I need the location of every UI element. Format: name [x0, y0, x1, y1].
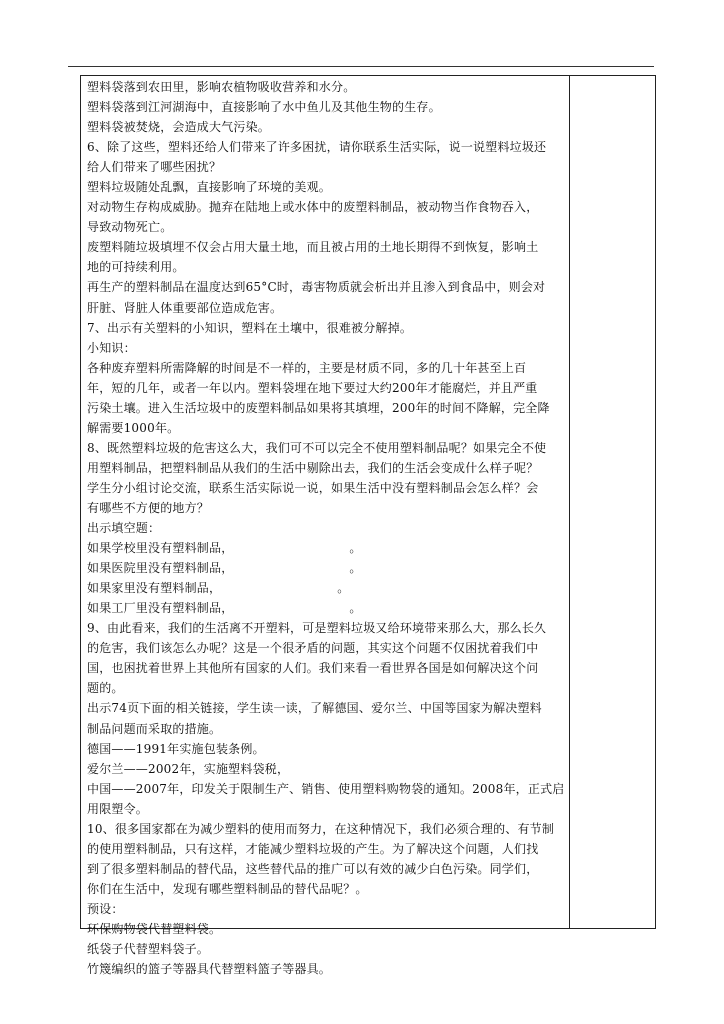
- text-line: 爱尔兰——2002年，实施塑料袋税，: [87, 761, 290, 776]
- text-line: 德国——1991年实施包装条例。: [87, 741, 265, 756]
- text-line: 地的可持续利用。: [87, 260, 185, 275]
- text-line: 竹篾编织的篮子等器具代替塑料篮子等器具。: [87, 962, 332, 977]
- text-line: 9、由此看来，我们的生活离不开塑料，可是塑料垃圾又给环境带来那么大，那么长久: [87, 621, 547, 636]
- text-line: 导致动物死亡。: [87, 220, 173, 235]
- text-line: 国，也困扰着世界上其他所有国家的人们。我们来看一看世界各国是如何解决这个问: [87, 661, 539, 676]
- text-line: 10、很多国家都在为减少塑料的使用而努力，在这种情况下，我们必须合理的、有节制: [87, 821, 555, 836]
- lesson-table: [80, 75, 656, 977]
- text-line: 小知识：: [87, 340, 136, 355]
- text-line: 废塑料随垃圾填埋不仅会占用大量土地，而且被占用的土地长期得不到恢复，影响土: [87, 240, 539, 255]
- text-line: 8、既然塑料垃圾的危害这么大，我们可不可以完全不使用塑料制品呢？如果完全不使: [87, 440, 547, 455]
- text-line: 如果家里没有塑料制品， 。: [87, 581, 350, 596]
- text-line: 肝脏、肾脏人体重要部位造成危害。: [87, 300, 283, 315]
- text-line: 你们在生活中，发现有哪些塑料制品的替代品呢？。: [87, 881, 368, 896]
- text-line: 用塑料制品，把塑料制品从我们的生活中剔除出去，我们的生活会变成什么样子呢？: [87, 460, 539, 475]
- text-line: 污染土壤。进入生活垃圾中的废塑料制品如果将其填埋，200年的时间不降解，完全降: [87, 400, 550, 415]
- text-line: 塑料袋被焚烧，会造成大气污染。: [87, 120, 271, 135]
- text-line: 解需要1000年。: [87, 420, 180, 435]
- text-line: 6、除了这些，塑料还给人们带来了许多困扰，请你联系生活实际，说一说塑料垃圾还: [87, 140, 547, 155]
- text-line: 用限塑令。: [87, 801, 149, 816]
- text-line: 如果医院里没有塑料制品， 。: [87, 561, 362, 576]
- text-line: 题的。: [87, 681, 124, 696]
- text-line: 到了很多塑料制品的替代品，这些替代品的推广可以有效的减少白色污染。同学们，: [87, 861, 539, 876]
- text-line: 环保购物袋代替塑料袋。: [87, 921, 222, 936]
- text-line: 如果工厂里没有塑料制品， 。: [87, 601, 362, 616]
- text-line: 出示74页下面的相关链接，学生读一读，了解德国、爱尔兰、中国等国家为解决塑料: [87, 701, 542, 716]
- text-line: 各种废弃塑料所需降解的时间是不一样的，主要是材质不同，多的几十年甚至上百: [87, 360, 527, 375]
- text-line: 如果学校里没有塑料制品， 。: [87, 541, 362, 556]
- text-line: 塑料袋落到江河湖海中，直接影响了水中鱼儿及其他生物的生存。: [87, 100, 441, 115]
- text-line: 学生分小组讨论交流，联系生活实际说一说，如果生活中没有塑料制品会怎么样？会: [87, 480, 539, 495]
- text-line: 塑料垃圾随处乱飘，直接影响了环境的美观。: [87, 180, 332, 195]
- text-line: 年，短的几年，或者一年以内。塑料袋埋在地下要过大约200年才能腐烂，并且严重: [87, 380, 538, 395]
- text-line: 制品问题而采取的措施。: [87, 721, 222, 736]
- text-line: 对动物生存构成威胁。抛弃在陆地上或水体中的废塑料制品，被动物当作食物吞入，: [87, 200, 539, 215]
- text-line: 出示填空题：: [87, 521, 161, 536]
- text-line: 的使用塑料制品，只有这样，才能减少塑料垃圾的产生。为了解决这个问题，人们找: [87, 841, 539, 856]
- text-line: 中国——2007年，印发关于限制生产、销售、使用塑料购物袋的通知。2008年，正式启: [87, 781, 565, 796]
- text-line: 给人们带来了哪些困扰？: [87, 160, 222, 175]
- text-line: 预设：: [87, 901, 124, 916]
- text-line: 再生产的塑料制品在温度达到65°C时，毒害物质就会析出并且渗入到食品中，则会对: [87, 280, 546, 295]
- notes-cell: [570, 76, 655, 928]
- text-line: 塑料袋落到农田里，影响农植物吸收营养和水分。: [87, 80, 356, 94]
- text-line: 有哪些不方便的地方？: [87, 500, 210, 515]
- text-line: 的危害，我们该怎么办呢？这是一个很矛盾的问题，其实这个问题不仅困扰着我们中: [87, 641, 539, 656]
- text-line: 纸袋子代替塑料袋子。: [87, 942, 210, 957]
- header-rule: [68, 66, 654, 67]
- text-line: 7、出示有关塑料的小知识，塑料在土壤中，很难被分解掉。: [87, 320, 413, 335]
- lesson-content-cell: [87, 77, 565, 979]
